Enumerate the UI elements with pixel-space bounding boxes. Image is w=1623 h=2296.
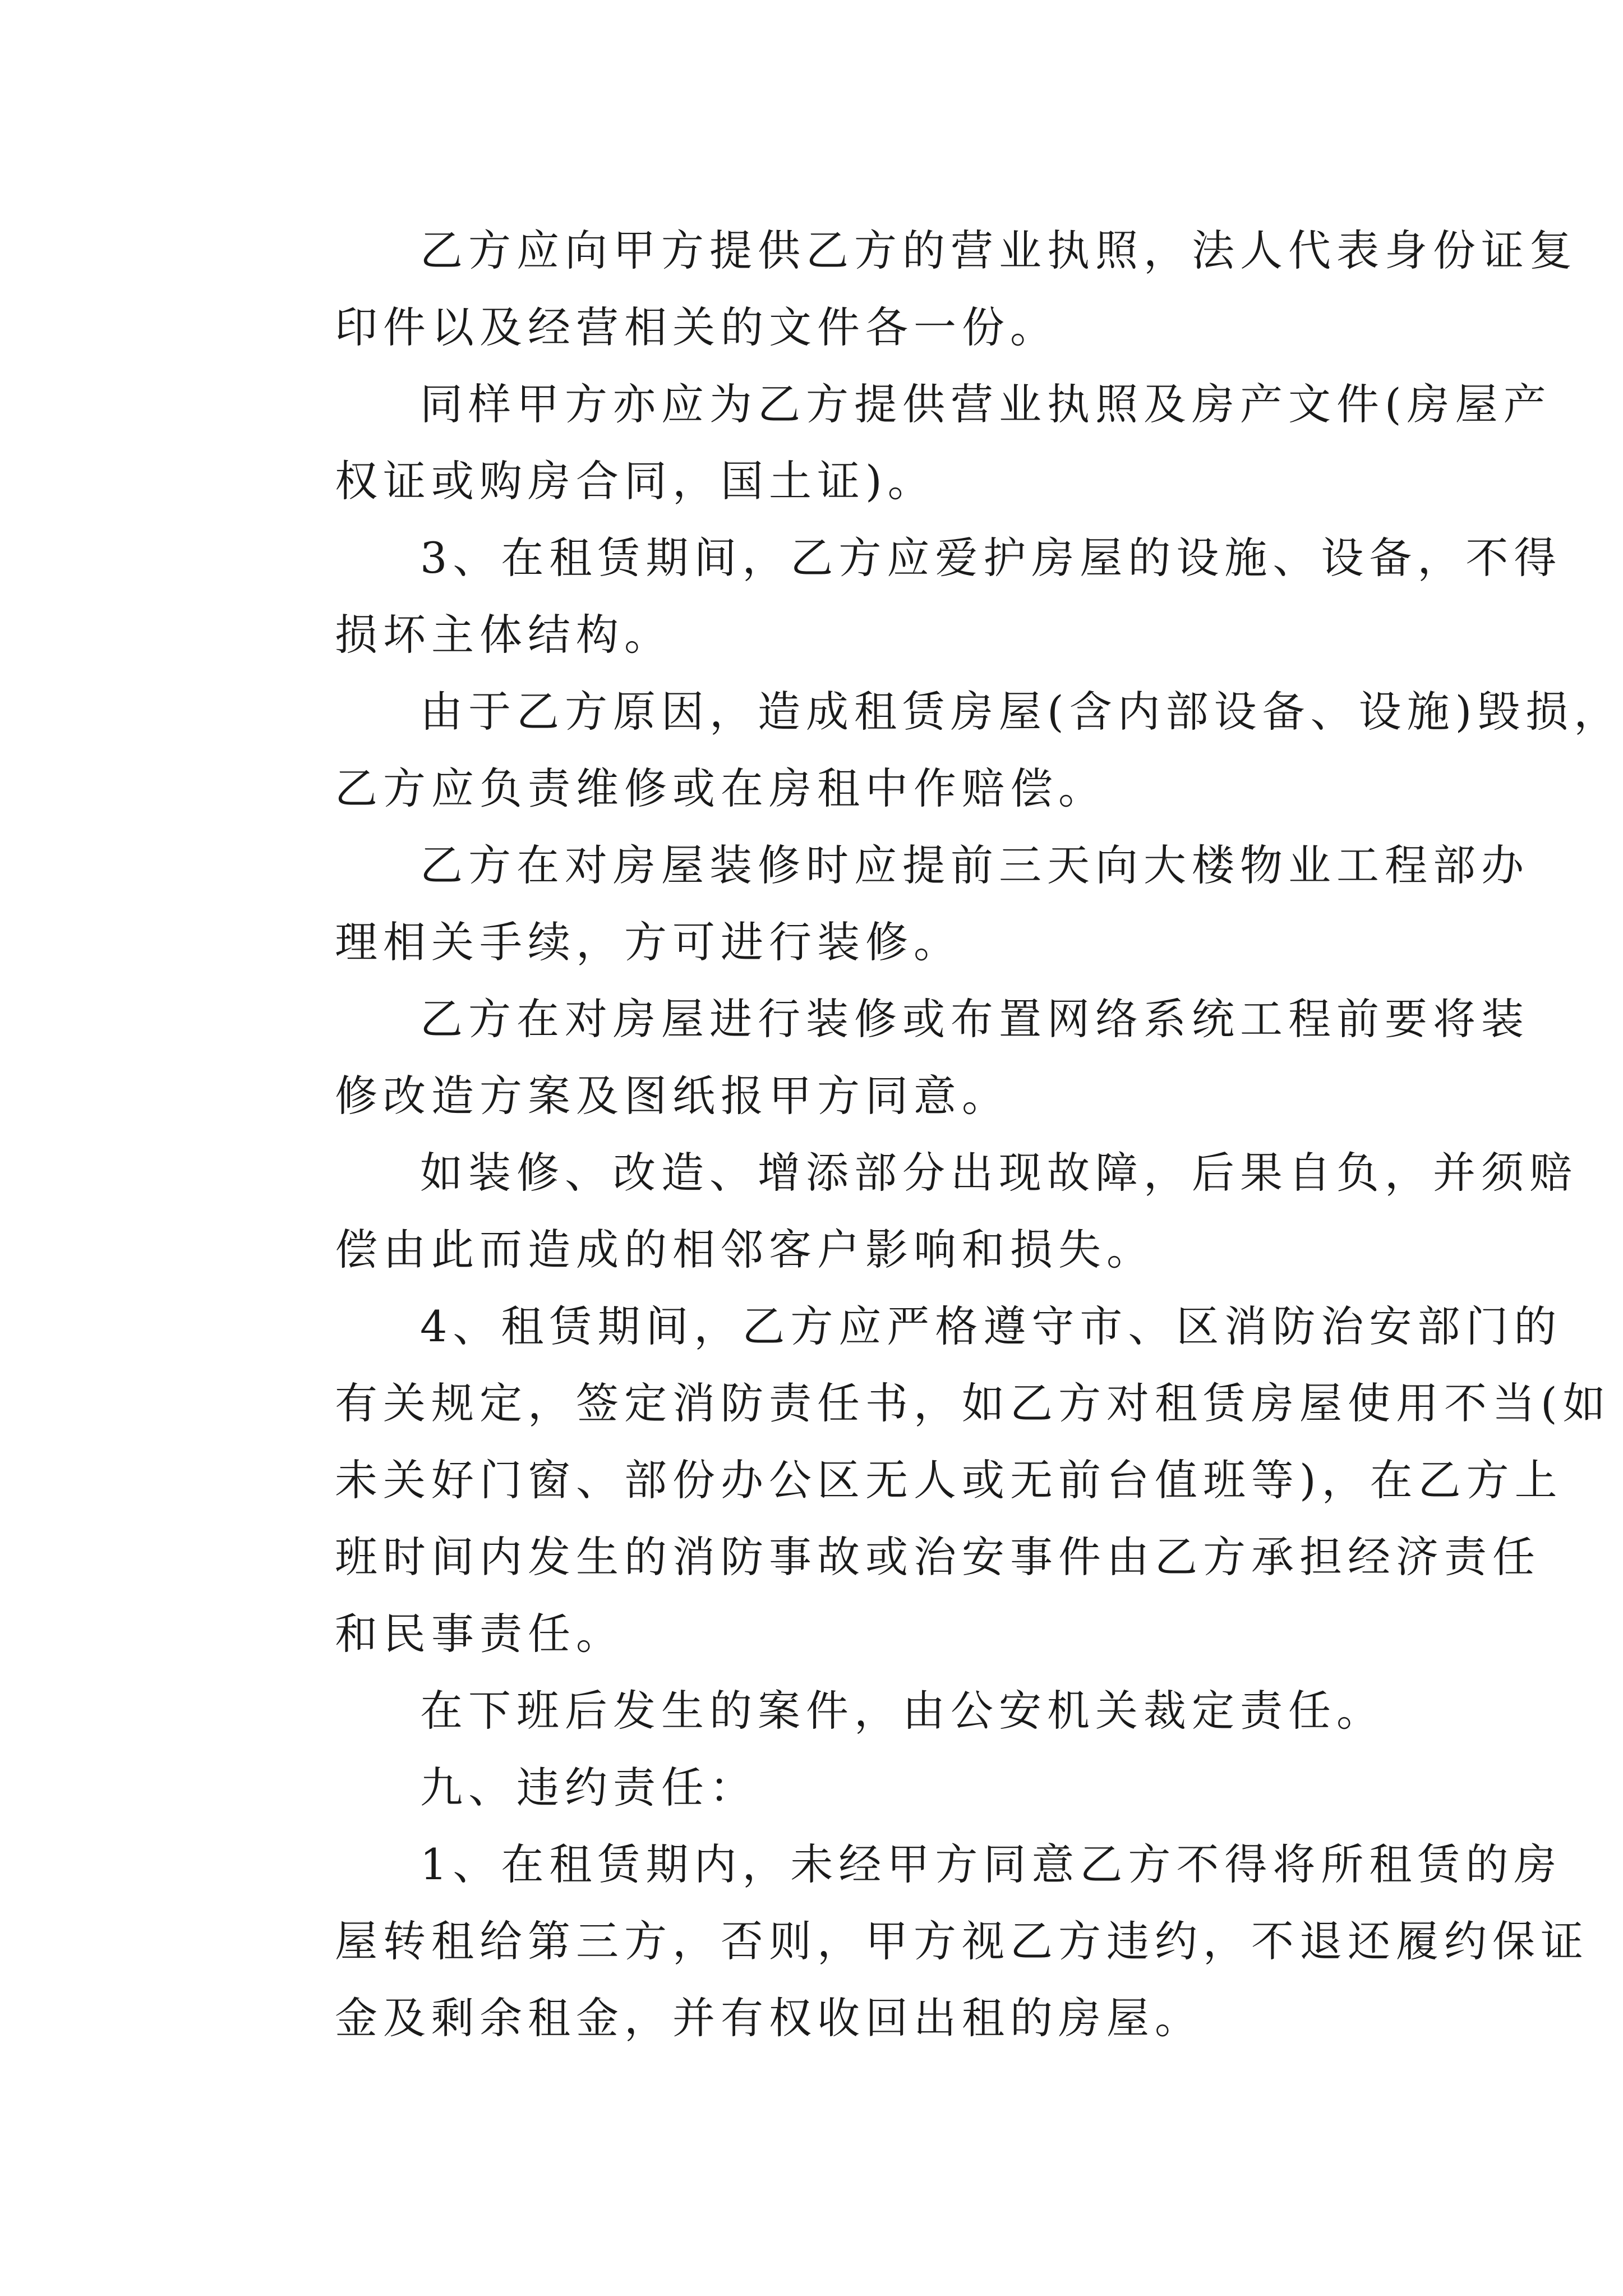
text-line: 未关好门窗、部份办公区无人或无前台值班等)，在乙方上	[335, 1455, 1563, 1505]
text-line: 乙方应负责维修或在房租中作赔偿。	[335, 763, 1106, 813]
text-line: 权证或购房合同，国土证)。	[335, 456, 936, 506]
text-line: 班时间内发生的消防事故或治安事件由乙方承担经济责任	[335, 1532, 1541, 1582]
text-line: 印件以及经营相关的文件各一份。	[335, 302, 1058, 352]
paragraph-3	[250, 519, 1562, 673]
paragraph-2	[250, 366, 1552, 519]
text-line: 理相关手续，方可进行装修。	[335, 917, 962, 967]
paragraph-4	[250, 673, 1622, 827]
text-line: 乙方应向甲方提供乙方的营业执照，法人代表身份证复	[420, 226, 1578, 275]
text-line: 1、在租赁期内，未经甲方同意乙方不得将所租赁的房	[420, 1839, 1562, 1889]
paragraph-11	[250, 1826, 1589, 2056]
text-line: 同样甲方亦应为乙方提供营业执照及房产文件(房屋产	[420, 379, 1552, 429]
text-line: 在下班后发生的案件，由公安机关裁定责任。	[420, 1686, 1385, 1736]
text-line: 九、违约责任：	[420, 1763, 758, 1812]
text-line: 乙方在对房屋进行装修或布置网络系统工程前要将装	[420, 994, 1529, 1044]
text-line: 金及剩余租金，并有权收回出租的房屋。	[335, 1993, 1203, 2043]
text-line: 由于乙方原因，造成租赁房屋(含内部设备、设施)毁损，	[420, 687, 1622, 737]
paragraph-8	[250, 1288, 1611, 1672]
text-line: 4、租赁期间，乙方应严格遵守市、区消防治安部门的	[420, 1301, 1562, 1351]
section-heading	[250, 1749, 1382, 1826]
paragraph-6	[250, 981, 1529, 1134]
text-line: 屋转租给第三方，否则，甲方视乙方违约，不退还履约保证	[335, 1916, 1589, 1966]
text-line: 如装修、改造、增添部分出现故障，后果自负，并须赔	[420, 1148, 1578, 1198]
text-line: 偿由此而造成的相邻客户影响和损失。	[335, 1225, 1155, 1274]
text-line: 和民事责任。	[335, 1609, 624, 1659]
text-line: 乙方在对房屋装修时应提前三天向大楼物业工程部办	[420, 840, 1529, 890]
text-line: 3、在租赁期间，乙方应爱护房屋的设施、设备，不得	[420, 533, 1562, 583]
paragraph-5	[250, 827, 1529, 981]
text-line: 有关规定，签定消防责任书，如乙方对租赁房屋使用不当(如	[335, 1378, 1611, 1428]
paragraph-1	[250, 212, 1578, 366]
text-line: 修改造方案及图纸报甲方同意。	[335, 1071, 1010, 1121]
document-body	[250, 212, 1622, 2056]
paragraph-7	[250, 1134, 1578, 1288]
paragraph-9	[250, 1672, 1385, 1749]
text-line: 损坏主体结构。	[335, 610, 672, 660]
